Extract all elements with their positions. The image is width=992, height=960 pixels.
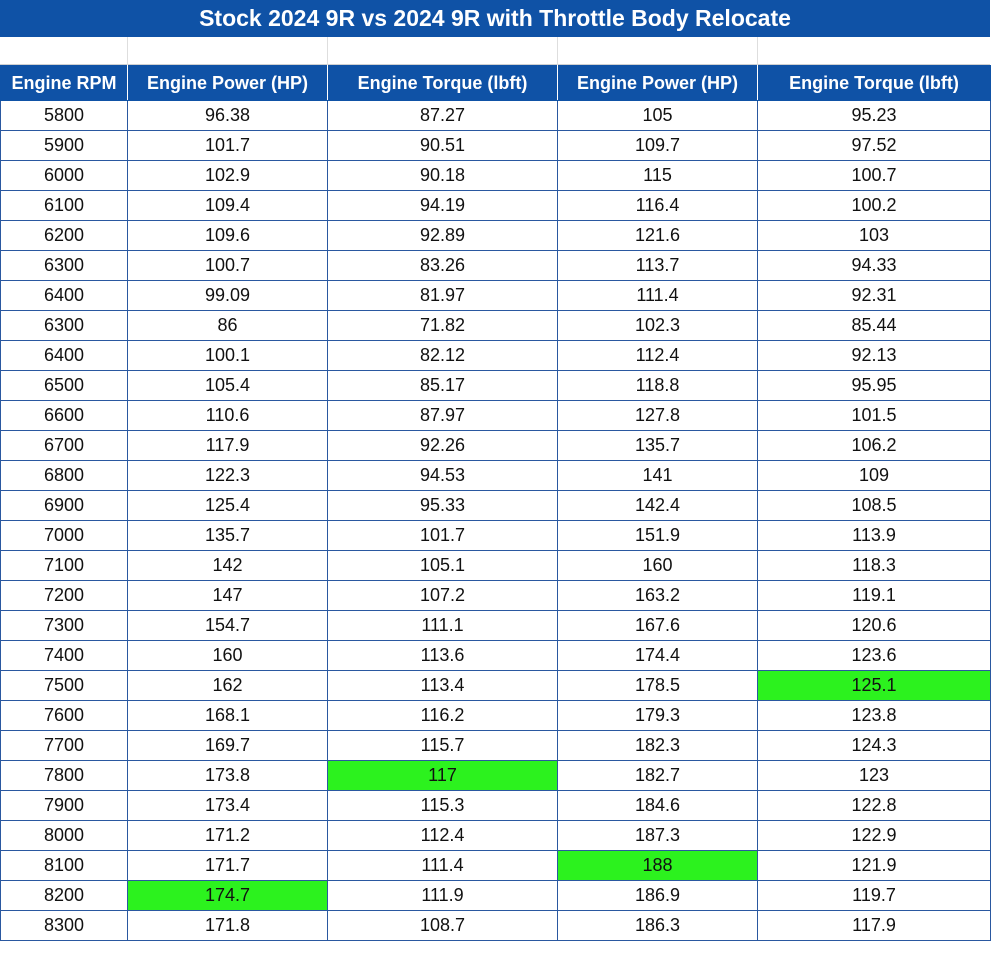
relocate-torque-cell[interactable]: 100.2 — [758, 191, 991, 221]
stock-power-cell[interactable]: 117.9 — [128, 431, 328, 461]
header-stock-power[interactable]: Engine Power (HP) — [128, 66, 328, 101]
table-row — [1, 461, 991, 491]
relocate-torque-cell[interactable]: 120.6 — [758, 611, 991, 641]
relocate-power-cell[interactable]: 182.7 — [558, 761, 758, 791]
relocate-power-cell[interactable]: 184.6 — [558, 791, 758, 821]
stock-torque-cell[interactable]: 87.27 — [328, 101, 558, 131]
stock-torque-cell[interactable]: 95.33 — [328, 491, 558, 521]
stock-torque-cell[interactable]: 115.3 — [328, 791, 558, 821]
stock-torque-cell[interactable]: 105.1 — [328, 551, 558, 581]
rpm-cell[interactable]: 6500 — [1, 371, 128, 401]
stock-power-cell[interactable]: 171.8 — [128, 911, 328, 941]
stock-power-cell[interactable]: 154.7 — [128, 611, 328, 641]
stock-torque-cell[interactable]: 116.2 — [328, 701, 558, 731]
table-row — [1, 851, 991, 881]
table-row — [1, 371, 991, 401]
stock-power-cell[interactable]: 135.7 — [128, 521, 328, 551]
stock-torque-cell[interactable]: 113.6 — [328, 641, 558, 671]
stock-power-cell[interactable]: 173.4 — [128, 791, 328, 821]
stock-torque-cell[interactable]: 117 — [328, 761, 558, 791]
stock-power-cell[interactable]: 96.38 — [128, 101, 328, 131]
stock-power-cell[interactable]: 169.7 — [128, 731, 328, 761]
relocate-torque-cell[interactable]: 121.9 — [758, 851, 991, 881]
relocate-power-cell[interactable]: 116.4 — [558, 191, 758, 221]
stock-power-cell[interactable]: 171.7 — [128, 851, 328, 881]
table-row — [1, 311, 991, 341]
table-row — [1, 911, 991, 941]
relocate-power-cell[interactable]: 187.3 — [558, 821, 758, 851]
rpm-cell[interactable]: 6900 — [1, 491, 128, 521]
rpm-cell[interactable]: 6300 — [1, 311, 128, 341]
table-row — [1, 671, 991, 701]
stock-torque-cell[interactable]: 81.97 — [328, 281, 558, 311]
stock-torque-cell[interactable]: 87.97 — [328, 401, 558, 431]
stock-power-cell[interactable]: 122.3 — [128, 461, 328, 491]
relocate-torque-cell[interactable]: 119.7 — [758, 881, 991, 911]
stock-power-cell[interactable]: 102.9 — [128, 161, 328, 191]
table-row — [1, 791, 991, 821]
relocate-power-cell[interactable]: 118.8 — [558, 371, 758, 401]
relocate-power-cell[interactable]: 127.8 — [558, 401, 758, 431]
stock-power-cell[interactable]: 168.1 — [128, 701, 328, 731]
relocate-torque-cell[interactable]: 123.6 — [758, 641, 991, 671]
relocate-power-cell[interactable]: 111.4 — [558, 281, 758, 311]
stock-torque-cell[interactable]: 71.82 — [328, 311, 558, 341]
relocate-power-cell[interactable]: 115 — [558, 161, 758, 191]
stock-torque-cell[interactable]: 83.26 — [328, 251, 558, 281]
relocate-power-cell[interactable]: 182.3 — [558, 731, 758, 761]
rpm-cell[interactable]: 6000 — [1, 161, 128, 191]
table-row — [1, 551, 991, 581]
stock-torque-cell[interactable]: 108.7 — [328, 911, 558, 941]
table-row — [1, 491, 991, 521]
stock-power-cell[interactable]: 171.2 — [128, 821, 328, 851]
stock-power-cell[interactable]: 109.6 — [128, 221, 328, 251]
table-row — [1, 251, 991, 281]
stock-torque-cell[interactable]: 111.9 — [328, 881, 558, 911]
relocate-torque-cell[interactable]: 100.7 — [758, 161, 991, 191]
rpm-cell[interactable]: 7100 — [1, 551, 128, 581]
relocate-torque-cell[interactable]: 109 — [758, 461, 991, 491]
relocate-torque-cell[interactable]: 113.9 — [758, 521, 991, 551]
stock-torque-cell[interactable]: 90.18 — [328, 161, 558, 191]
relocate-power-cell[interactable]: 109.7 — [558, 131, 758, 161]
rpm-cell[interactable]: 6200 — [1, 221, 128, 251]
rpm-cell[interactable]: 8300 — [1, 911, 128, 941]
relocate-power-cell[interactable]: 102.3 — [558, 311, 758, 341]
relocate-power-cell[interactable]: 163.2 — [558, 581, 758, 611]
rpm-cell[interactable]: 6400 — [1, 281, 128, 311]
stock-torque-cell[interactable]: 82.12 — [328, 341, 558, 371]
rpm-cell[interactable]: 7600 — [1, 701, 128, 731]
stock-power-cell[interactable]: 160 — [128, 641, 328, 671]
rpm-cell[interactable]: 7200 — [1, 581, 128, 611]
stock-torque-cell[interactable]: 92.89 — [328, 221, 558, 251]
stock-power-cell[interactable]: 147 — [128, 581, 328, 611]
rpm-cell[interactable]: 6100 — [1, 191, 128, 221]
stock-power-cell[interactable]: 99.09 — [128, 281, 328, 311]
stock-power-cell[interactable]: 100.1 — [128, 341, 328, 371]
table-body — [1, 101, 991, 941]
rpm-cell[interactable]: 5800 — [1, 101, 128, 131]
rpm-cell[interactable]: 8100 — [1, 851, 128, 881]
table-row — [1, 881, 991, 911]
relocate-power-cell[interactable]: 188 — [558, 851, 758, 881]
header-engine-rpm[interactable]: Engine RPM — [1, 66, 128, 101]
table-row — [1, 191, 991, 221]
table-row — [1, 581, 991, 611]
table-row — [1, 281, 991, 311]
relocate-torque-cell[interactable]: 119.1 — [758, 581, 991, 611]
relocate-power-cell[interactable]: 142.4 — [558, 491, 758, 521]
stock-power-cell[interactable]: 100.7 — [128, 251, 328, 281]
relocate-torque-cell[interactable]: 108.5 — [758, 491, 991, 521]
relocate-power-cell[interactable]: 151.9 — [558, 521, 758, 551]
stock-torque-cell[interactable]: 92.26 — [328, 431, 558, 461]
stock-torque-cell[interactable]: 85.17 — [328, 371, 558, 401]
rpm-cell[interactable]: 7000 — [1, 521, 128, 551]
header-relocate-torque[interactable]: Engine Torque (lbft) — [758, 66, 991, 101]
table-row — [1, 101, 991, 131]
relocate-torque-cell[interactable]: 92.31 — [758, 281, 991, 311]
relocate-power-cell[interactable]: 113.7 — [558, 251, 758, 281]
stock-torque-cell[interactable]: 107.2 — [328, 581, 558, 611]
relocate-power-cell[interactable]: 167.6 — [558, 611, 758, 641]
relocate-power-cell[interactable]: 121.6 — [558, 221, 758, 251]
table-row — [1, 701, 991, 731]
rpm-cell[interactable]: 7800 — [1, 761, 128, 791]
table-row — [1, 221, 991, 251]
stock-power-cell[interactable]: 142 — [128, 551, 328, 581]
rpm-cell[interactable]: 5900 — [1, 131, 128, 161]
relocate-torque-cell[interactable]: 122.8 — [758, 791, 991, 821]
relocate-torque-cell[interactable]: 103 — [758, 221, 991, 251]
stock-torque-cell[interactable]: 111.4 — [328, 851, 558, 881]
stock-power-cell[interactable]: 101.7 — [128, 131, 328, 161]
rpm-cell[interactable]: 6800 — [1, 461, 128, 491]
table-row — [1, 641, 991, 671]
table-row — [1, 731, 991, 761]
table-row — [1, 611, 991, 641]
relocate-power-cell[interactable]: 174.4 — [558, 641, 758, 671]
relocate-power-cell[interactable]: 160 — [558, 551, 758, 581]
stock-torque-cell[interactable]: 94.19 — [328, 191, 558, 221]
relocate-torque-cell[interactable]: 95.23 — [758, 101, 991, 131]
stock-power-cell[interactable]: 173.8 — [128, 761, 328, 791]
relocate-torque-cell[interactable]: 85.44 — [758, 311, 991, 341]
table-row — [1, 131, 991, 161]
header-stock-torque[interactable]: Engine Torque (lbft) — [328, 66, 558, 101]
stock-torque-cell[interactable]: 115.7 — [328, 731, 558, 761]
relocate-power-cell[interactable]: 186.3 — [558, 911, 758, 941]
relocate-torque-cell[interactable]: 94.33 — [758, 251, 991, 281]
rpm-cell[interactable]: 6400 — [1, 341, 128, 371]
table-row — [1, 761, 991, 791]
header-relocate-power[interactable]: Engine Power (HP) — [558, 66, 758, 101]
stock-power-cell[interactable]: 110.6 — [128, 401, 328, 431]
stock-power-cell[interactable]: 105.4 — [128, 371, 328, 401]
stock-power-cell[interactable]: 125.4 — [128, 491, 328, 521]
table-row — [1, 341, 991, 371]
relocate-torque-cell[interactable]: 117.9 — [758, 911, 991, 941]
relocate-power-cell[interactable]: 141 — [558, 461, 758, 491]
relocate-torque-cell[interactable]: 123 — [758, 761, 991, 791]
blank-row[interactable] — [0, 37, 990, 65]
stock-power-cell[interactable]: 162 — [128, 671, 328, 701]
rpm-cell[interactable]: 7900 — [1, 791, 128, 821]
relocate-torque-cell[interactable]: 92.13 — [758, 341, 991, 371]
relocate-power-cell[interactable]: 105 — [558, 101, 758, 131]
stock-torque-cell[interactable]: 94.53 — [328, 461, 558, 491]
dyno-table — [0, 65, 991, 941]
relocate-torque-cell[interactable]: 122.9 — [758, 821, 991, 851]
relocate-power-cell[interactable]: 178.5 — [558, 671, 758, 701]
stock-torque-cell[interactable]: 112.4 — [328, 821, 558, 851]
rpm-cell[interactable]: 6600 — [1, 401, 128, 431]
table-row — [1, 431, 991, 461]
relocate-torque-cell[interactable]: 124.3 — [758, 731, 991, 761]
table-row — [1, 401, 991, 431]
rpm-cell[interactable]: 7400 — [1, 641, 128, 671]
relocate-torque-cell[interactable]: 118.3 — [758, 551, 991, 581]
stock-torque-cell[interactable]: 113.4 — [328, 671, 558, 701]
relocate-torque-cell[interactable]: 106.2 — [758, 431, 991, 461]
rpm-cell[interactable]: 8200 — [1, 881, 128, 911]
rpm-cell[interactable]: 7300 — [1, 611, 128, 641]
table-row — [1, 521, 991, 551]
stock-power-cell[interactable]: 174.7 — [128, 881, 328, 911]
relocate-power-cell[interactable]: 112.4 — [558, 341, 758, 371]
relocate-torque-cell[interactable]: 97.52 — [758, 131, 991, 161]
relocate-torque-cell[interactable]: 101.5 — [758, 401, 991, 431]
table-row — [1, 821, 991, 851]
rpm-cell[interactable]: 6700 — [1, 431, 128, 461]
stock-torque-cell[interactable]: 101.7 — [328, 521, 558, 551]
rpm-cell[interactable]: 7500 — [1, 671, 128, 701]
stock-power-cell[interactable]: 86 — [128, 311, 328, 341]
stock-torque-cell[interactable]: 111.1 — [328, 611, 558, 641]
relocate-power-cell[interactable]: 179.3 — [558, 701, 758, 731]
stock-torque-cell[interactable]: 90.51 — [328, 131, 558, 161]
rpm-cell[interactable]: 7700 — [1, 731, 128, 761]
relocate-power-cell[interactable]: 135.7 — [558, 431, 758, 461]
relocate-torque-cell[interactable]: 125.1 — [758, 671, 991, 701]
relocate-torque-cell[interactable]: 95.95 — [758, 371, 991, 401]
stock-power-cell[interactable]: 109.4 — [128, 191, 328, 221]
relocate-torque-cell[interactable]: 123.8 — [758, 701, 991, 731]
sheet-title: Stock 2024 9R vs 2024 9R with Throttle Body Relocate — [0, 0, 990, 37]
rpm-cell[interactable]: 8000 — [1, 821, 128, 851]
header-row — [1, 66, 991, 101]
rpm-cell[interactable]: 6300 — [1, 251, 128, 281]
table-row — [1, 161, 991, 191]
relocate-power-cell[interactable]: 186.9 — [558, 881, 758, 911]
